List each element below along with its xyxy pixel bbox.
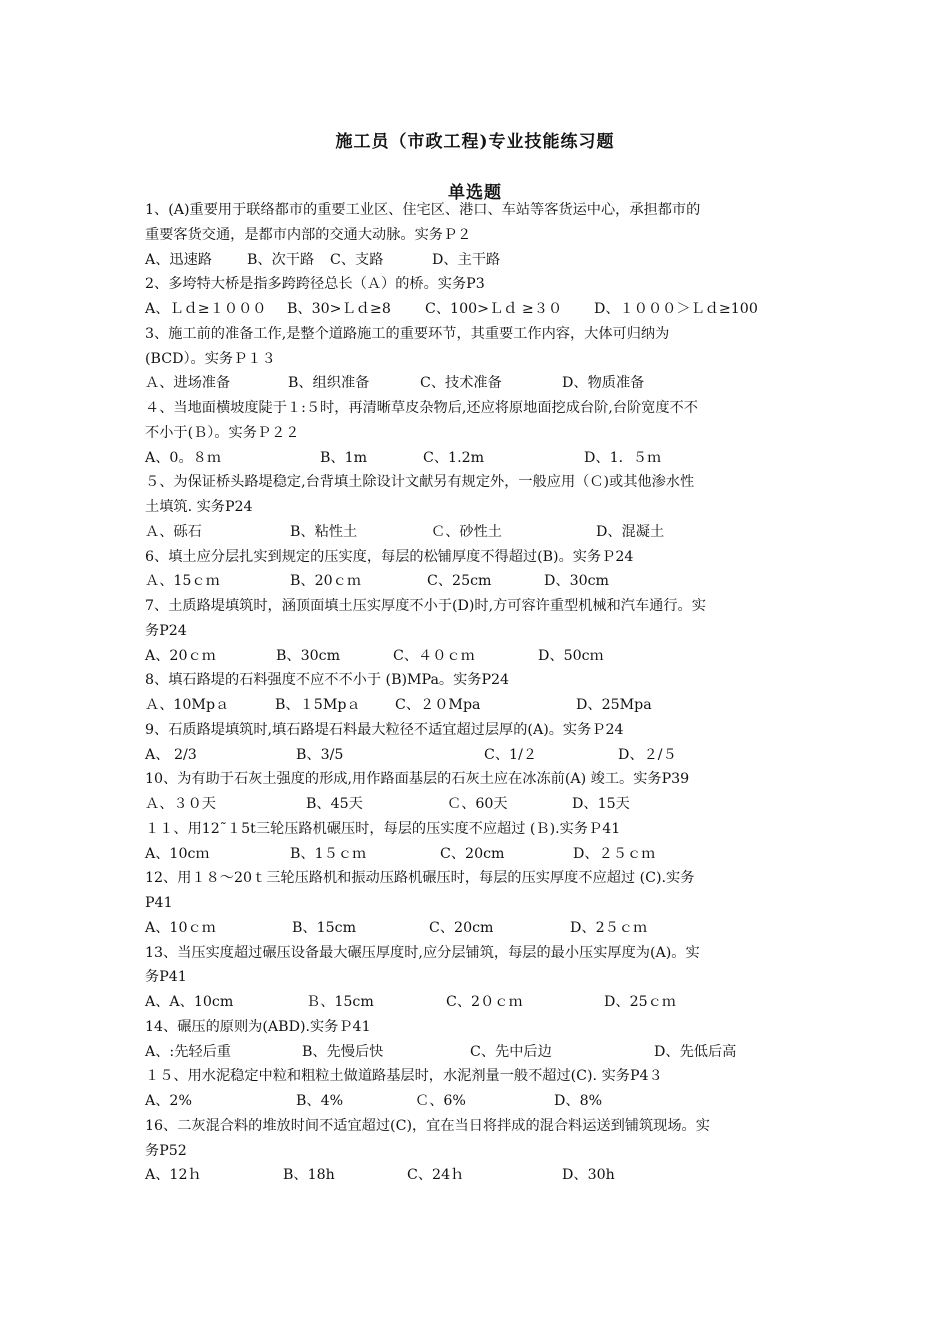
answer-option: C、100>Ｌｄ ≥３０ xyxy=(425,301,563,317)
question-text: 12、用１８～20ｔ三轮压路机和振动压路机碾压时，每层的压实厚度不应超过 (C).实务 xyxy=(145,870,695,887)
answer-option: D、先低后高 xyxy=(654,1043,737,1060)
question-text: 14、碾压的原则为(ABD).实务Ｐ41 xyxy=(145,1018,371,1035)
answer-option: D、15天 xyxy=(572,796,630,812)
question-text: 16、二灰混合料的堆放时间不适宜超过(C)，宜在当日将拌成的混合料运送到铺筑现场。实 xyxy=(145,1117,710,1134)
question-text: 8、填石路堤的石料强度不应不不小于 (B)MPa。实务P24 xyxy=(145,672,510,689)
answer-option: D、2５ｃｍ xyxy=(570,919,648,936)
answer-option: A、10ｃｍ xyxy=(145,919,216,936)
answer-option: Ｃ、6% xyxy=(415,1093,466,1109)
question-text-continued: P41 xyxy=(145,895,173,911)
answer-option: A、20ｃｍ xyxy=(145,647,216,664)
answer-option: B、30cm xyxy=(276,647,341,664)
answer-option: Ａ、10Mpａ xyxy=(145,697,230,713)
answer-option: B、1５ｃｍ xyxy=(290,845,367,862)
answer-option: C、20cm xyxy=(440,845,505,862)
question-text-continued: 务P41 xyxy=(145,969,187,986)
answer-option: A、10cｍ xyxy=(145,845,210,862)
answer-option: D、1．５ｍ xyxy=(584,449,662,466)
answer-option: D、１０００＞Ｌｄ≥100 xyxy=(594,301,758,317)
answer-option: B、45天 xyxy=(306,796,363,812)
answer-option: B、18h xyxy=(283,1167,335,1184)
answer-option: D、8% xyxy=(554,1093,603,1109)
answer-option: D、２/５ xyxy=(618,746,677,763)
question-text: 1、(A)重要用于联络都市的重要工业区、住宅区、港口、车站等客货运中心，承担都市的 xyxy=(145,202,701,218)
answer-option: Ａ、３０天 xyxy=(145,796,216,812)
answer-option: B、先慢后快 xyxy=(302,1043,384,1060)
question-text: 10、为有助于石灰土强度的形成,用作路面基层的石灰土应在冰冻前(A) 竣工。实务P39 xyxy=(145,771,690,788)
answer-option: C、先中后边 xyxy=(470,1043,552,1060)
answer-option: D、25Mpa xyxy=(576,697,652,713)
question-text: 3、施工前的准备工作,是整个道路施工的重要环节，其重要工作内容，大体可归纳为 xyxy=(145,325,670,342)
answer-option: D、主干路 xyxy=(432,251,501,268)
question-text-continued: 土填筑. 实务P24 xyxy=(145,499,253,515)
answer-option: B、15cm xyxy=(292,919,357,936)
answer-option: A、迅速路 xyxy=(145,251,212,268)
question-text-continued: 不小于(Ｂ）。实务Ｐ２２ xyxy=(145,424,300,441)
answer-option: C、24ｈ xyxy=(407,1167,465,1184)
answer-option: C、４０ｃｍ xyxy=(393,647,475,664)
answer-option: D、30h xyxy=(562,1167,615,1184)
page-title: 施工员（市政工程)专业技能练习题 xyxy=(335,132,615,152)
answer-option: D、25ｃｍ xyxy=(604,994,676,1010)
question-text: １１、用12˜１5t三轮压路机碾压时，每层的压实度不应超过 (Ｂ).实务Ｐ41 xyxy=(145,820,621,837)
answer-option: B、组织准备 xyxy=(288,375,370,392)
question-text: １５、用水泥稳定中粒和粗粒土做道路基层时，水泥剂量一般不超过(C). 实务P4３ xyxy=(145,1068,663,1085)
answer-option: D、混凝土 xyxy=(596,523,665,540)
question-text-continued: 务P52 xyxy=(145,1142,187,1159)
answer-option: A、12ｈ xyxy=(145,1167,202,1184)
answer-option: C、支路 xyxy=(330,251,384,268)
answer-option: Ａ、15ｃｍ xyxy=(145,573,220,590)
answer-option: Ａ、进场准备 xyxy=(145,375,231,392)
answer-option: D、２５ｃｍ xyxy=(573,845,656,862)
answer-option: Ｂ、15cm xyxy=(306,994,374,1010)
answer-option: C、2０ｃｍ xyxy=(446,994,523,1010)
answer-option: Ｃ、砂性土 xyxy=(431,523,502,540)
answer-option: B、粘性土 xyxy=(290,523,358,540)
answer-option: C、20cm xyxy=(429,919,494,936)
question-text: 7、土质路堤填筑时，涵顶面填土压实厚度不小于(D)时,方可容许重型机械和汽车通行。实 xyxy=(145,598,706,614)
answer-option: Ｃ、60天 xyxy=(447,796,508,812)
question-text-continued: 务P24 xyxy=(145,622,187,639)
question-text-continued: (BCD）。实务Ｐ１３ xyxy=(145,350,276,367)
answer-option: C、25cm xyxy=(427,573,492,590)
question-text: ５、为保证桥头路堤稳定,台背填土除设计文献另有规定外，一般应用（Ｃ)或其他渗水性 xyxy=(145,474,695,491)
answer-option: B、１5Mpａ xyxy=(275,697,361,713)
answer-option: C、1.2m xyxy=(423,449,485,466)
section-title: 单选题 xyxy=(448,183,502,203)
answer-option: A、Ｌｄ≥１０００ xyxy=(145,301,267,317)
question-text: 9、石质路堤填筑时,填石路堤石料最大粒径不适宜超过层厚的(A)。实务Ｐ24 xyxy=(145,721,624,738)
answer-option: D、物质准备 xyxy=(562,375,645,392)
question-text: ４、当地面横坡度陡于１:５时，再清晰草皮杂物后,还应将原地面挖成台阶,台阶宽度不不 xyxy=(145,400,698,416)
answer-option: Ａ、砾石 xyxy=(145,523,202,540)
answer-option: D、50cｍ xyxy=(538,647,604,664)
question-text: 6、填土应分层扎实到规定的压实度，每层的松铺厚度不得超过(B)。实务Ｐ24 xyxy=(145,548,634,565)
answer-option: A、2% xyxy=(145,1093,192,1109)
answer-option: A、:先轻后重 xyxy=(145,1043,231,1060)
answer-option: D、30cm xyxy=(544,573,610,590)
question-text: 13、当压实度超过碾压设备最大碾压厚度时,应分层铺筑，每层的最小压实厚度为(A)。实 xyxy=(145,944,700,961)
answer-option: C、技术准备 xyxy=(420,375,502,392)
question-text-continued: 重要客货交通，是都市内部的交通大动脉。实务Ｐ２ xyxy=(145,226,472,243)
question-text: 2、多垮特大桥是指多跨跨径总长（Ａ）的桥。实务P3 xyxy=(145,276,485,293)
answer-option: B、4% xyxy=(296,1093,344,1109)
answer-option: B、30>Ｌｄ≥8 xyxy=(287,301,391,317)
answer-option: C、1/２ xyxy=(484,746,538,763)
answer-option: A、 2/3 xyxy=(145,746,197,763)
answer-option: B、1m xyxy=(320,449,368,466)
answer-option: B、次干路 xyxy=(247,251,315,268)
answer-option: C、２０Mpa xyxy=(395,697,481,713)
answer-option: A、A、10cm xyxy=(145,994,234,1010)
answer-option: A、0。８ｍ xyxy=(145,449,222,466)
answer-option: B、20ｃｍ xyxy=(290,573,362,590)
answer-option: B、3/5 xyxy=(296,746,344,763)
